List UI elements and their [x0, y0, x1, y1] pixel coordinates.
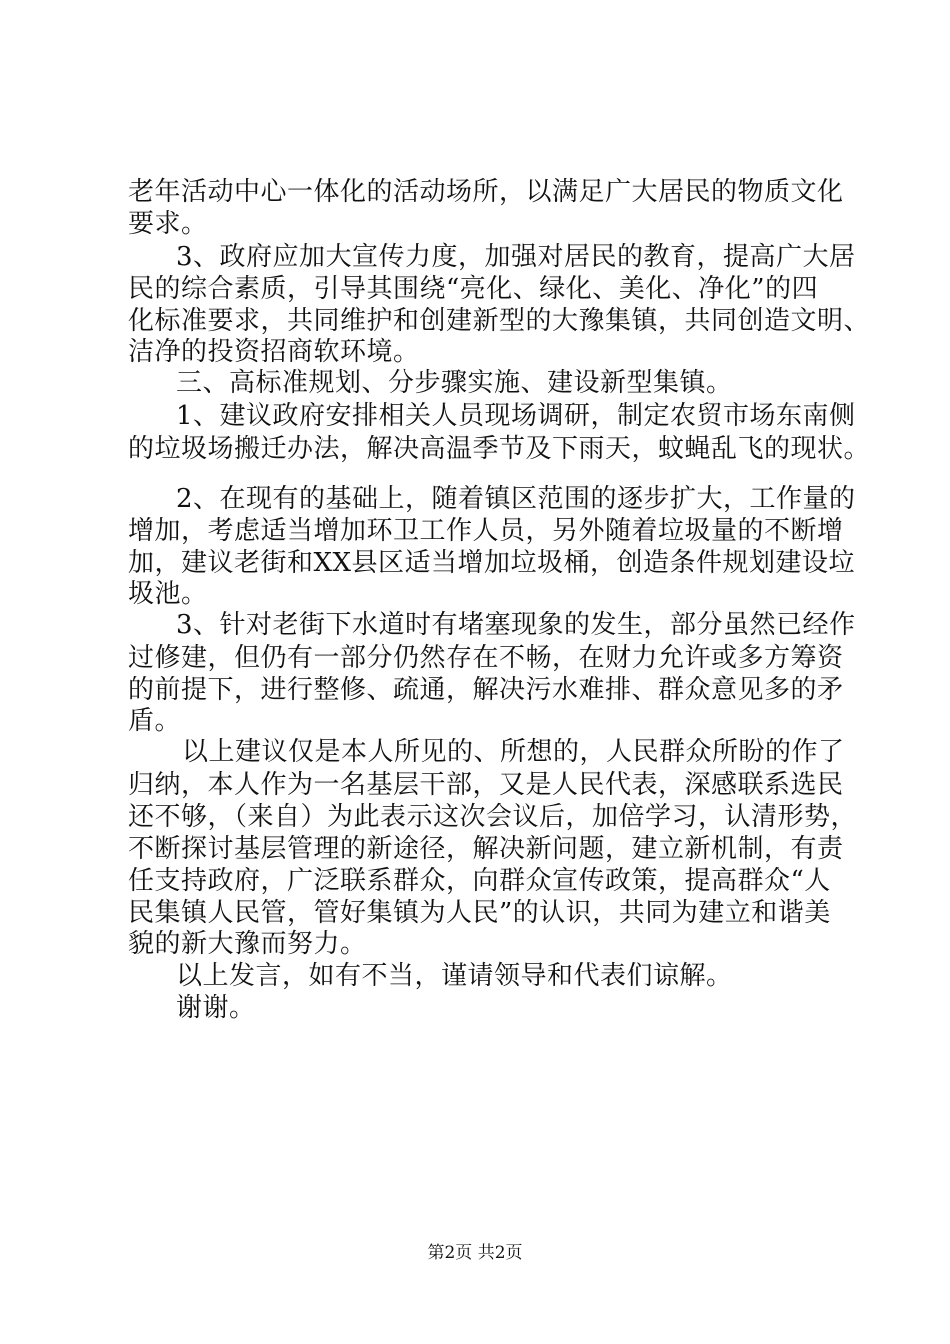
paragraph-line: 盾。: [128, 706, 182, 736]
paragraph-line: 民集镇人民管，管好集镇为人民”的认识，共同为建立和谐美: [128, 898, 831, 928]
page-number-footer: 第2页 共2页: [427, 1243, 523, 1263]
paragraph-line: 过修建，但仍有一部分仍然存在不畅，在财力允许或多方筹资: [128, 643, 844, 673]
paragraph-line: 民的综合素质，引导其围绕“亮化、绿化、美化、净化”的四: [128, 274, 819, 304]
paragraph-line: 化标准要求，共同维护和创建新型的大豫集镇，共同创造文明、: [128, 306, 871, 336]
paragraph-line: 3、政府应加大宣传力度，加强对居民的教育，提高广大居: [176, 242, 856, 272]
paragraph-line: 3、针对老街下水道时有堵塞现象的发生，部分虽然已经作: [176, 610, 856, 640]
paragraph-line: 不断探讨基层管理的新途径，解决新问题，建立新机制，有责: [128, 834, 844, 864]
paragraph-line: 的垃圾场搬迁办法，解决高温季节及下雨天，蚊蝇乱飞的现状。: [128, 434, 871, 464]
paragraph-line: 2、在现有的基础上，随着镇区范围的逐步扩大，工作量的: [176, 484, 856, 514]
paragraph-line: 圾池。: [128, 579, 208, 609]
section-heading: 三、高标准规划、分步骤实施、建设新型集镇。: [176, 368, 733, 398]
paragraph-line: 归纳，本人作为一名基层干部，又是人民代表，深感联系选民: [128, 770, 844, 800]
paragraph-line: 以上发言，如有不当，谨请领导和代表们谅解。: [176, 961, 733, 991]
paragraph-line: 1、建议政府安排相关人员现场调研，制定农贸市场东南侧: [176, 401, 856, 431]
paragraph-line: 老年活动中心一体化的活动场所，以满足广大居民的物质文化: [128, 177, 844, 207]
paragraph-line: 以上建议仅是本人所见的、所想的，人民群众所盼的作了: [182, 737, 845, 767]
paragraph-line: 谢谢。: [176, 993, 256, 1023]
paragraph-line: 要求。: [128, 209, 208, 239]
paragraph-line: 加，建议老街和XX县区适当增加垃圾桶，创造条件规划建设垃: [128, 548, 856, 578]
paragraph-line: 任支持政府，广泛联系群众，向群众宣传政策，提高群众“人: [128, 866, 831, 896]
paragraph-line: 还不够，（来自）为此表示这次会议后，加倍学习，认清形势，: [128, 802, 858, 832]
paragraph-line: 增加，考虑适当增加环卫工作人员，另外随着垃圾量的不断增: [128, 516, 844, 546]
paragraph-line: 貌的新大豫而努力。: [128, 929, 367, 959]
paragraph-line: 的前提下，进行整修、疏通，解决污水难排、群众意见多的矛: [128, 675, 844, 705]
paragraph-line: 洁净的投资招商软环境。: [128, 337, 420, 367]
